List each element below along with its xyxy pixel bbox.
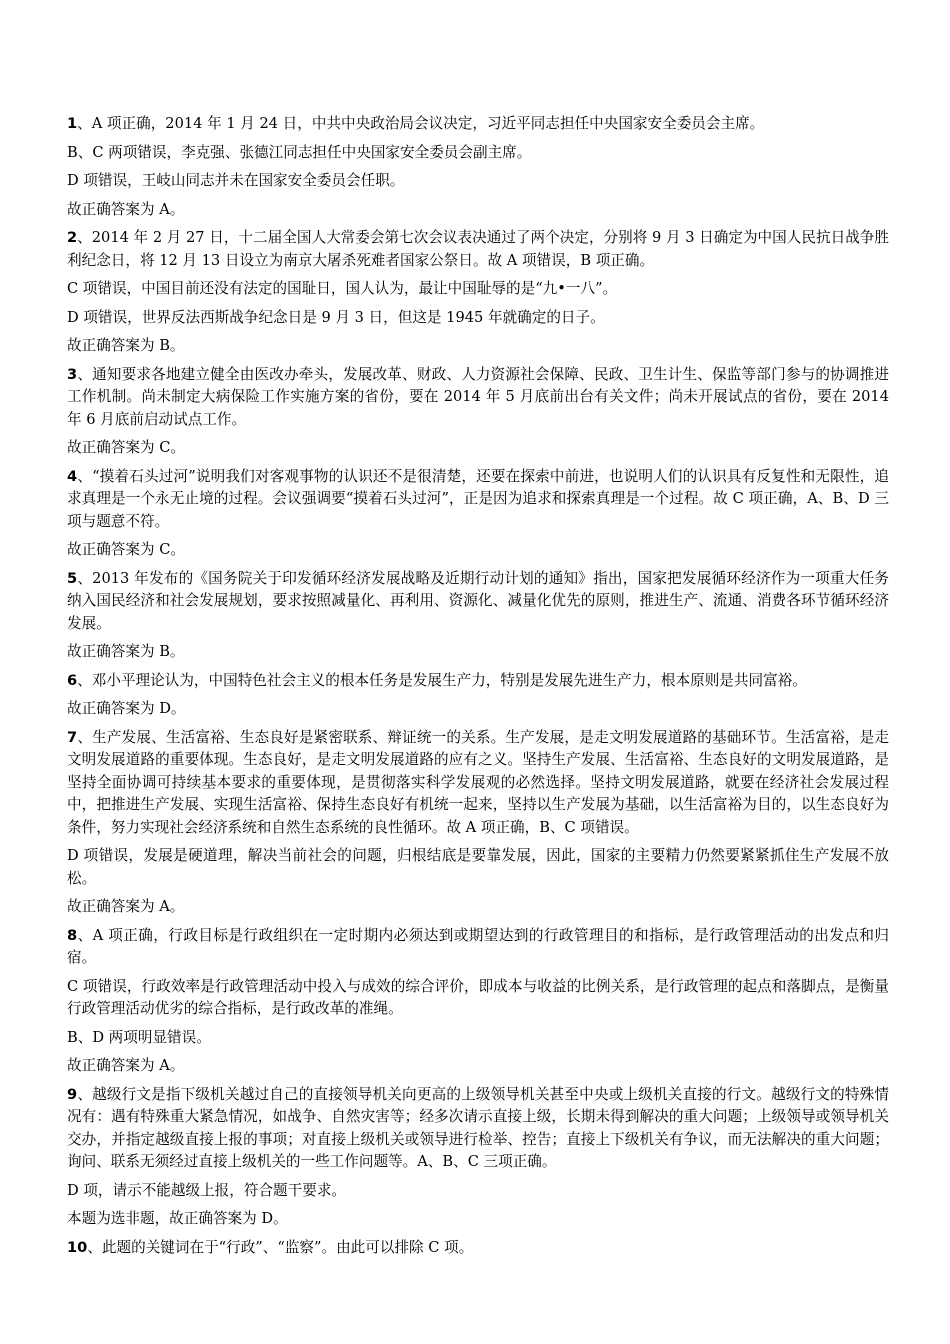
question-9-paragraph — [67, 1180, 889, 1203]
question-number: 5 — [67, 569, 78, 587]
question-10-explanation — [67, 1237, 889, 1260]
question-number: 1 — [67, 115, 78, 132]
question-9-explanation — [67, 1084, 889, 1174]
question-number: 4 — [67, 467, 78, 485]
paragraph-text: 、“摸着石头过河”说明我们对客观事物的认识还不是很清楚，还要在探索中前进，也说明人们的认识具有反复性和无限性，追求真理是一个永无止境的过程。会议强调要“摸着石头过河”，正是因为追求和探索真理是一个过程。故 C 项正确，A、B、D 三项与题意不符。 — [67, 467, 889, 530]
question-number: 8 — [67, 926, 78, 944]
paragraph-text: 、2014 年 2 月 27 日，十二届全国人大常委会第七次会议表决通过了两个决定，分别将 9 月 3 日确定为中国人民抗日战争胜利纪念日，将 12 月 13 日设立为南京大屠杀死难者国家公祭日。故 A 项错误，B 项正确。 — [67, 229, 889, 269]
answer-explanations — [67, 113, 889, 1265]
question-6-paragraph — [67, 698, 889, 721]
paragraph-text: 故正确答案为 D。 — [67, 700, 186, 717]
question-1-paragraph — [67, 199, 889, 222]
paragraph-text: 、A 项正确，2014 年 1 月 24 日，中共中央政治局会议决定，习近平同志担任中央国家安全委员会主席。 — [77, 115, 765, 132]
paragraph-text: 、邓小平理论认为，中国特色社会主义的根本任务是发展生产力，特别是发展先进生产力，根本原则是共同富裕。 — [77, 671, 807, 689]
paragraph-text: C 项错误，中国目前还没有法定的国耻日，国人认为，最让中国耻辱的是“九•一八”。 — [67, 280, 618, 297]
paragraph-text: 故正确答案为 C。 — [67, 439, 185, 456]
question-8-paragraph — [67, 1027, 889, 1050]
question-number: 6 — [67, 671, 78, 689]
question-4-explanation — [67, 466, 889, 534]
paragraph-text: 、2013 年发布的《国务院关于印发循环经济发展战略及近期行动计划的通知》指出，国家把发展循环经济作为一项重大任务纳入国民经济和社会发展规划，要求按照减量化、再利用、资源化、减量化优先的原则，推进生产、流通、消费各环节循环经济发展。 — [67, 569, 889, 632]
question-number: 3 — [67, 365, 78, 383]
paragraph-text: 、生产发展、生活富裕、生态良好是紧密联系、辩证统一的关系。生产发展，是走文明发展道路的基础环节。生活富裕，是走文明发展道路的重要体现。生态良好，是走文明发展道路的应有之义。坚持生产发展、生活富裕、生态良好的文明发展道路，是坚持全面协调可持续基本要求的重要体现，是贯彻落实科学发展观的必然选择。坚持文明发展道路，就要在经济社会发展过程中，把推进生产发展、实现生活富裕、保持生态良好有机统一起来，坚持以生产发展为基础，以生活富裕为目的，以生态良好为条件，努力实现社会经济系统和自然生态系统的良性循环。故 A 项正确，B、C 项错误。 — [67, 728, 889, 836]
question-7-paragraph — [67, 896, 889, 919]
paragraph-text: 故正确答案为 B。 — [67, 337, 185, 354]
paragraph-text: D 项错误，世界反法西斯战争纪念日是 9 月 3 日，但这是 1945 年就确定的日子。 — [67, 308, 605, 326]
question-1-paragraph — [67, 142, 889, 165]
paragraph-text: B、D 两项明显错误。 — [67, 1028, 211, 1046]
question-8-paragraph — [67, 976, 889, 1021]
question-8-paragraph — [67, 1055, 889, 1078]
paragraph-text: 、通知要求各地建立健全由医改办牵头，发展改革、财政、人力资源社会保障、民政、卫生计生、保监等部门参与的协调推进工作机制。尚未制定大病保险工作实施方案的省份，要在 2014 年 5 月底前出台有关文件；尚未开展试点的省份，要在 2014 年 6 月底前启动试点工作。 — [67, 365, 889, 428]
paragraph-text: 、A 项正确，行政目标是行政组织在一定时期内必须达到或期望达到的行政管理目的和指标，是行政管理活动的出发点和归宿。 — [67, 926, 889, 966]
paragraph-text: B、C 两项错误，李克强、张德江同志担任中央国家安全委员会副主席。 — [67, 143, 532, 161]
question-6-explanation — [67, 670, 889, 693]
question-2-paragraph — [67, 278, 889, 301]
question-3-explanation — [67, 364, 889, 432]
paragraph-text: 故正确答案为 A。 — [67, 200, 185, 218]
paragraph-text: D 项，请示不能越级上报，符合题干要求。 — [67, 1181, 347, 1199]
paragraph-text: 本题为选非题，故正确答案为 D。 — [67, 1210, 288, 1227]
question-number: 10 — [67, 1238, 88, 1256]
question-1-explanation — [67, 113, 889, 136]
paragraph-text: D 项错误，王岐山同志并未在国家安全委员会任职。 — [67, 172, 405, 189]
paragraph-text: 、越级行文是指下级机关越过自己的直接领导机关向更高的上级领导机关甚至中央或上级机关直接的行文。越级行文的特殊情况有：遇有特殊重大紧急情况，如战争、自然灾害等；经多次请示直接上级，长期未得到解决的重大问题；上级领导或领导机关交办，并指定越级直接上报的事项；对直接上级机关或领导进行检举、控告；直接上下级机关有争议，而无法解决的重大问题；询问、联系无须经过直接上级机关的一些工作问题等。A、B、C 三项正确。 — [67, 1085, 889, 1170]
question-2-explanation — [67, 227, 889, 272]
paragraph-text: 故正确答案为 A。 — [67, 1057, 185, 1074]
question-number: 7 — [67, 728, 78, 746]
question-9-paragraph — [67, 1208, 889, 1231]
question-2-paragraph — [67, 307, 889, 330]
paragraph-text: 故正确答案为 B。 — [67, 643, 185, 660]
paragraph-text: 故正确答案为 C。 — [67, 541, 185, 558]
question-1-paragraph — [67, 170, 889, 193]
question-2-paragraph — [67, 335, 889, 358]
question-4-paragraph — [67, 539, 889, 562]
paragraph-text: C 项错误，行政效率是行政管理活动中投入与成效的综合评价，即成本与收益的比例关系，是行政管理的起点和落脚点，是衡量行政管理活动优劣的综合指标，是行政改革的准绳。 — [67, 977, 889, 1017]
question-number: 2 — [67, 229, 78, 246]
question-3-paragraph — [67, 437, 889, 460]
paragraph-text: 、此题的关键词在于“行政”、“监察”。由此可以排除 C 项。 — [87, 1238, 474, 1256]
question-7-explanation — [67, 727, 889, 840]
question-5-paragraph — [67, 641, 889, 664]
question-number: 9 — [67, 1085, 78, 1103]
question-8-explanation — [67, 925, 889, 970]
paragraph-text: D 项错误，发展是硬道理，解决当前社会的问题，归根结底是要靠发展，因此，国家的主要精力仍然要紧紧抓住生产发展不放松。 — [67, 847, 889, 887]
question-5-explanation — [67, 568, 889, 636]
question-7-paragraph — [67, 845, 889, 890]
paragraph-text: 故正确答案为 A。 — [67, 898, 185, 915]
